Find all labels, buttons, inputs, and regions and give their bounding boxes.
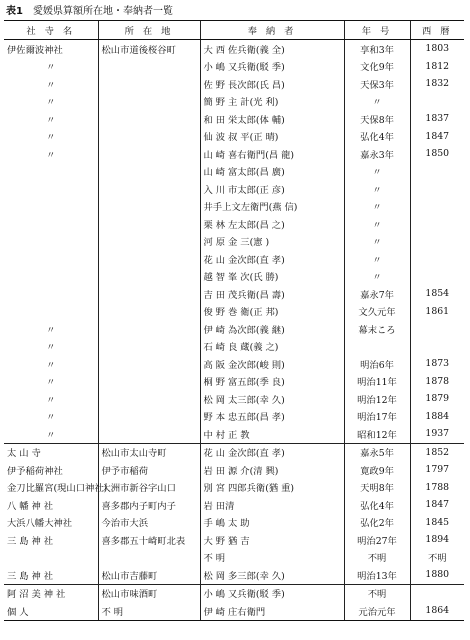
era-cell: 天明8年: [344, 479, 410, 497]
shrine-name: 〃: [46, 149, 56, 161]
year-cell: [410, 338, 464, 356]
year-cell: 1837: [410, 110, 464, 128]
era-cell: 天保3年: [344, 75, 410, 93]
donor-cell: [200, 268, 344, 286]
donor-alias: (燕 信): [268, 202, 298, 214]
era-cell: 〃: [344, 180, 410, 198]
era-cell: 享和3年: [344, 40, 410, 58]
shrine-cell: [4, 496, 98, 514]
era-cell: 〃: [344, 93, 410, 111]
era-cell: 天保8年: [344, 110, 410, 128]
header-shrine: 社 寺 名: [4, 21, 98, 40]
donor-cell: [200, 145, 344, 163]
era-cell: 嘉永7年: [344, 285, 410, 303]
shrine-name: 〃: [46, 97, 56, 109]
shrine-cell: [4, 198, 98, 216]
era-cell: 文久元年: [344, 303, 410, 321]
donor-name: 岩 田: [203, 500, 226, 512]
table-row: [4, 320, 464, 338]
era-cell: 不明: [344, 584, 410, 602]
donor-alias: (峻 則): [255, 359, 285, 371]
donor-alias: (正 彦): [255, 184, 285, 196]
donor-cell: [200, 180, 344, 198]
donor-cell: [200, 215, 344, 233]
table-row: [4, 408, 464, 426]
donor-cell: [200, 531, 344, 549]
shrine-cell: [4, 303, 98, 321]
donor-cell: [200, 514, 344, 532]
shrine-cell: [4, 110, 98, 128]
era-cell: 明治6年: [344, 355, 410, 373]
era-cell: 弘化4年: [344, 496, 410, 514]
header-donor: 奉 納 者: [200, 21, 344, 40]
location-cell: 松山市道後桜谷町: [98, 40, 200, 58]
shrine-name: 三 島 神 社: [7, 570, 54, 582]
table-row: [4, 479, 464, 497]
era-cell: 不明: [344, 549, 410, 567]
shrine-cell: [4, 75, 98, 93]
donor-cell: [200, 425, 344, 443]
donor-name: 桐 野 富五郎: [203, 377, 256, 389]
shrine-name: 〃: [46, 79, 56, 91]
table-row: [4, 145, 464, 163]
year-cell: [410, 93, 464, 111]
table-row: [4, 40, 464, 58]
donor-alias: (直 孝): [255, 448, 285, 460]
era-cell: 明治12年: [344, 390, 410, 408]
table-row: [4, 566, 464, 584]
table-row: [4, 461, 464, 479]
donor-name: 和 田 栄太郎: [203, 114, 256, 126]
shrine-cell: [4, 373, 98, 391]
year-cell: [410, 268, 464, 286]
table-row: [4, 425, 464, 443]
location-cell: 喜多郡内子町内子: [98, 496, 200, 514]
table-row: [4, 390, 464, 408]
donor-name: 伊 崎 庄右衛門: [203, 606, 266, 618]
year-cell: 1880: [410, 566, 464, 584]
year-cell: 不明: [410, 549, 464, 567]
year-cell: 1861: [410, 303, 464, 321]
era-cell: 〃: [344, 198, 410, 216]
table-row: [4, 338, 464, 356]
table-row: [4, 496, 464, 514]
location-cell: [98, 408, 200, 426]
donor-name: 佐 野 長次郎: [203, 79, 256, 91]
shrine-name: 〃: [46, 324, 56, 336]
table-row: [4, 373, 464, 391]
era-cell: 昭和12年: [344, 425, 410, 443]
shrine-name: 〃: [46, 359, 56, 371]
donor-alias: (憲 ): [249, 237, 270, 249]
table-row: [4, 75, 464, 93]
year-cell: 1812: [410, 58, 464, 76]
era-cell: 弘化2年: [344, 514, 410, 532]
location-cell: [98, 373, 200, 391]
shrine-list-table: [4, 20, 464, 621]
era-cell: 元治元年: [344, 602, 410, 620]
location-cell: [98, 320, 200, 338]
donor-alias: (義 之): [249, 342, 279, 354]
donor-name: 井手上文左衛門: [203, 202, 269, 214]
donor-name: 別 宮 四郎兵衛: [203, 483, 266, 495]
donor-cell: [200, 408, 344, 426]
era-cell: 明治13年: [344, 566, 410, 584]
shrine-name: 大浜八幡大神社: [7, 518, 73, 530]
donor-alias: (昌 龍): [265, 149, 295, 161]
year-cell: 1879: [410, 390, 464, 408]
location-cell: [98, 390, 200, 408]
table-caption: [6, 2, 173, 17]
table-row: [4, 215, 464, 233]
era-cell: 弘化4年: [344, 128, 410, 146]
era-cell: 嘉永5年: [344, 443, 410, 461]
table-row: [4, 250, 464, 268]
location-cell: 喜多郡五十崎町北表: [98, 531, 200, 549]
table-row: [4, 268, 464, 286]
location-cell: [98, 355, 200, 373]
era-cell: 〃: [344, 268, 410, 286]
donor-alias: (季 良): [255, 377, 285, 389]
location-cell: [98, 180, 200, 198]
donor-name: 石 崎 良 蔵: [203, 342, 250, 354]
header-row: [4, 21, 464, 40]
donor-cell: [200, 285, 344, 303]
donor-cell: [200, 75, 344, 93]
donor-cell: [200, 93, 344, 111]
location-cell: 松山市太山寺町: [98, 443, 200, 461]
donor-name: 花 山 金次郎: [203, 254, 256, 266]
donor-alias: (昌 孝): [255, 412, 285, 424]
shrine-name: 伊予稲荷神社: [7, 465, 63, 477]
table-row: [4, 163, 464, 181]
donor-cell: [200, 303, 344, 321]
donor-cell: [200, 443, 344, 461]
donor-cell: [200, 40, 344, 58]
table-row: [4, 514, 464, 532]
donor-name: 大 野 猶 吉: [203, 535, 250, 547]
donor-name: 小 嶋 又兵衛: [203, 62, 256, 74]
location-cell: [98, 198, 200, 216]
shrine-cell: [4, 320, 98, 338]
donor-cell: [200, 602, 344, 620]
year-cell: 1864: [410, 602, 464, 620]
year-cell: 1832: [410, 75, 464, 93]
location-cell: [98, 268, 200, 286]
shrine-name: 〃: [46, 62, 56, 74]
shrine-cell: [4, 233, 98, 251]
location-cell: [98, 93, 200, 111]
donor-cell: [200, 250, 344, 268]
donor-name: 花 山 金次郎: [203, 448, 256, 460]
shrine-cell: [4, 215, 98, 233]
table-row: [4, 549, 464, 567]
era-cell: 〃: [344, 163, 410, 181]
header-year: 西 暦: [410, 21, 464, 40]
location-cell: [98, 110, 200, 128]
location-cell: 不 明: [98, 602, 200, 620]
shrine-cell: [4, 479, 108, 497]
donor-alias: (光 利): [249, 97, 279, 109]
donor-name: 簡 野 主 計: [203, 97, 250, 109]
location-cell: [98, 549, 200, 567]
donor-alias: (義 全): [255, 44, 285, 56]
donor-name: 山 崎 富太郎: [203, 167, 256, 179]
donor-name: 小 嶋 又兵衛: [203, 589, 256, 601]
location-cell: [98, 58, 200, 76]
era-cell: 明治17年: [344, 408, 410, 426]
shrine-cell: [4, 390, 98, 408]
shrine-name: 〃: [46, 132, 56, 144]
year-cell: 1852: [410, 443, 464, 461]
table-number: 表1: [6, 6, 23, 17]
shrine-cell: [4, 250, 98, 268]
year-cell: [410, 584, 464, 602]
donor-name: 松 岡 太三郎: [203, 394, 256, 406]
donor-name: 吉 田 茂兵衛: [203, 289, 256, 301]
table-row: [4, 110, 464, 128]
donor-cell: [200, 58, 344, 76]
donor-alias: (清 興): [249, 465, 279, 477]
donor-name: 岩 田 源 介: [203, 465, 250, 477]
shrine-name: 〃: [46, 394, 56, 406]
donor-cell: [200, 461, 344, 479]
table-row: [4, 233, 464, 251]
shrine-cell: [4, 268, 98, 286]
shrine-cell: [4, 163, 98, 181]
donor-alias: (義 継): [255, 324, 285, 336]
donor-name: 俊 野 巻 衛: [203, 307, 250, 319]
shrine-name: 阿 沼 美 神 社: [7, 589, 66, 601]
era-cell: 嘉永3年: [344, 145, 410, 163]
shrine-cell: [4, 180, 98, 198]
year-cell: [410, 180, 464, 198]
donor-alias: (幸 久): [255, 394, 285, 406]
era-cell: 文化9年: [344, 58, 410, 76]
year-cell: 1850: [410, 145, 464, 163]
era-cell: 寛政9年: [344, 461, 410, 479]
donor-cell: [200, 338, 344, 356]
year-cell: [410, 163, 464, 181]
era-cell: 幕末ころ: [344, 320, 410, 338]
location-cell: 松山市味酒町: [98, 584, 200, 602]
donor-cell: [200, 566, 344, 584]
shrine-name: 〃: [46, 342, 56, 354]
donor-cell: [200, 163, 344, 181]
donor-name: 中 村 正 教: [203, 429, 250, 441]
shrine-cell: [4, 584, 98, 602]
location-cell: 伊予市稲荷: [98, 461, 200, 479]
shrine-cell: [4, 443, 98, 461]
donor-name: 松 岡 多三郎: [203, 570, 256, 582]
donor-alias: (幸 久): [255, 570, 285, 582]
donor-alias: (昌 之): [255, 219, 285, 231]
shrine-cell: [4, 285, 98, 303]
shrine-name: 〃: [46, 377, 56, 389]
shrine-name: 金刀比羅宮: [7, 483, 54, 495]
shrine-cell: [4, 531, 98, 549]
donor-alias: (昌 廣): [255, 167, 285, 179]
table-row: [4, 602, 464, 620]
table-row: [4, 180, 464, 198]
donor-cell: [200, 584, 344, 602]
table-row: [4, 355, 464, 373]
shrine-cell: [4, 461, 98, 479]
shrine-name: 八 幡 神 社: [7, 500, 54, 512]
donor-alias: (体 輔): [255, 114, 285, 126]
donor-cell: [200, 549, 344, 567]
location-cell: [98, 75, 200, 93]
donor-name: 伊 崎 為次郎: [203, 324, 256, 336]
shrine-cell: [4, 514, 98, 532]
donor-name: 河 原 金 三: [203, 237, 250, 249]
donor-alias: (氏 勝): [249, 272, 279, 284]
shrine-name: 伊佐爾波神社: [7, 44, 63, 56]
table-row: [4, 303, 464, 321]
table-row: [4, 198, 464, 216]
donor-cell: [200, 390, 344, 408]
donor-alias: (昌 壽): [255, 289, 285, 301]
donor-name: 不 明: [203, 553, 226, 565]
year-cell: 1847: [410, 128, 464, 146]
year-cell: 1937: [410, 425, 464, 443]
location-cell: [98, 215, 200, 233]
shrine-cell: [4, 602, 98, 620]
year-cell: 1803: [410, 40, 464, 58]
shrine-cell: [4, 408, 98, 426]
donor-alias: (正 晴): [249, 132, 279, 144]
donor-alias: 清: [225, 500, 235, 512]
year-cell: 1847: [410, 496, 464, 514]
donor-name: 大 西 佐兵衛: [203, 44, 256, 56]
table-row: [4, 285, 464, 303]
donor-cell: [200, 320, 344, 338]
location-cell: [98, 285, 200, 303]
shrine-cell: [4, 549, 98, 567]
donor-alias: (駁 季): [255, 62, 285, 74]
year-cell: [410, 250, 464, 268]
donor-cell: [200, 373, 344, 391]
shrine-cell: [4, 93, 98, 111]
donor-alias: (猶 重): [265, 483, 295, 495]
donor-name: 山 崎 喜右衛門: [203, 149, 266, 161]
donor-cell: [200, 479, 344, 497]
location-cell: [98, 163, 200, 181]
header-era: 年 号: [344, 21, 410, 40]
location-cell: [98, 250, 200, 268]
shrine-name: 〃: [46, 412, 56, 424]
donor-alias: (氏 昌): [255, 79, 285, 91]
donor-cell: [200, 110, 344, 128]
shrine-cell: [4, 425, 98, 443]
donor-name: 栗 林 左太郎: [203, 219, 256, 231]
shrine-cell: [4, 128, 98, 146]
location-cell: 大洲市新谷字山口: [98, 479, 200, 497]
era-cell: 〃: [344, 233, 410, 251]
donor-alias: (正 邦): [249, 307, 279, 319]
era-cell: 明治11年: [344, 373, 410, 391]
shrine-name: 〃: [46, 429, 56, 441]
year-cell: [410, 198, 464, 216]
location-cell: 松山市吉藤町: [98, 566, 200, 584]
era-cell: 明治27年: [344, 531, 410, 549]
donor-cell: [200, 128, 344, 146]
location-cell: 今治市大浜: [98, 514, 200, 532]
donor-cell: [200, 233, 344, 251]
year-cell: 1878: [410, 373, 464, 391]
donor-name: 入 川 市太郎: [203, 184, 256, 196]
donor-cell: [200, 496, 344, 514]
table-row: [4, 128, 464, 146]
donor-name: 野 本 忠五郎: [203, 412, 256, 424]
shrine-name: 〃: [46, 114, 56, 126]
year-cell: 1873: [410, 355, 464, 373]
table-row: [4, 443, 464, 461]
era-cell: [344, 338, 410, 356]
donor-name: 高 阪 金次郎: [203, 359, 256, 371]
location-cell: [98, 233, 200, 251]
location-cell: [98, 338, 200, 356]
shrine-cell: [4, 355, 98, 373]
donor-name: 仙 波 叔 平: [203, 132, 250, 144]
table-row: [4, 584, 464, 602]
table-title: 愛媛県算額所在地・奉納者一覧: [32, 6, 173, 17]
year-cell: 1797: [410, 461, 464, 479]
table-row: [4, 531, 464, 549]
shrine-cell: [4, 40, 98, 58]
shrine-name: 太 山 寺: [7, 448, 41, 460]
table-row: [4, 93, 464, 111]
shrine-cell: [4, 58, 98, 76]
donor-name: 手 嶋 太 助: [203, 518, 250, 530]
year-cell: 1788: [410, 479, 464, 497]
donor-name: 越 智 峯 次: [203, 272, 250, 284]
location-cell: [98, 303, 200, 321]
shrine-subname: (現山口神社): [53, 483, 108, 495]
year-cell: 1845: [410, 514, 464, 532]
shrine-cell: [4, 145, 98, 163]
era-cell: 〃: [344, 215, 410, 233]
shrine-cell: [4, 566, 98, 584]
year-cell: [410, 215, 464, 233]
donor-cell: [200, 198, 344, 216]
shrine-name: 個 人: [7, 606, 29, 618]
header-location: 所 在 地: [98, 21, 200, 40]
shrine-cell: [4, 338, 98, 356]
era-cell: 〃: [344, 250, 410, 268]
donor-alias: (直 孝): [255, 254, 285, 266]
location-cell: [98, 425, 200, 443]
year-cell: 1884: [410, 408, 464, 426]
year-cell: [410, 320, 464, 338]
donor-cell: [200, 355, 344, 373]
location-cell: [98, 145, 200, 163]
donor-alias: (駁 季): [255, 589, 285, 601]
location-cell: [98, 128, 200, 146]
table-row: [4, 58, 464, 76]
shrine-name: 三 島 神 社: [7, 535, 54, 547]
year-cell: 1894: [410, 531, 464, 549]
year-cell: 1854: [410, 285, 464, 303]
year-cell: [410, 233, 464, 251]
